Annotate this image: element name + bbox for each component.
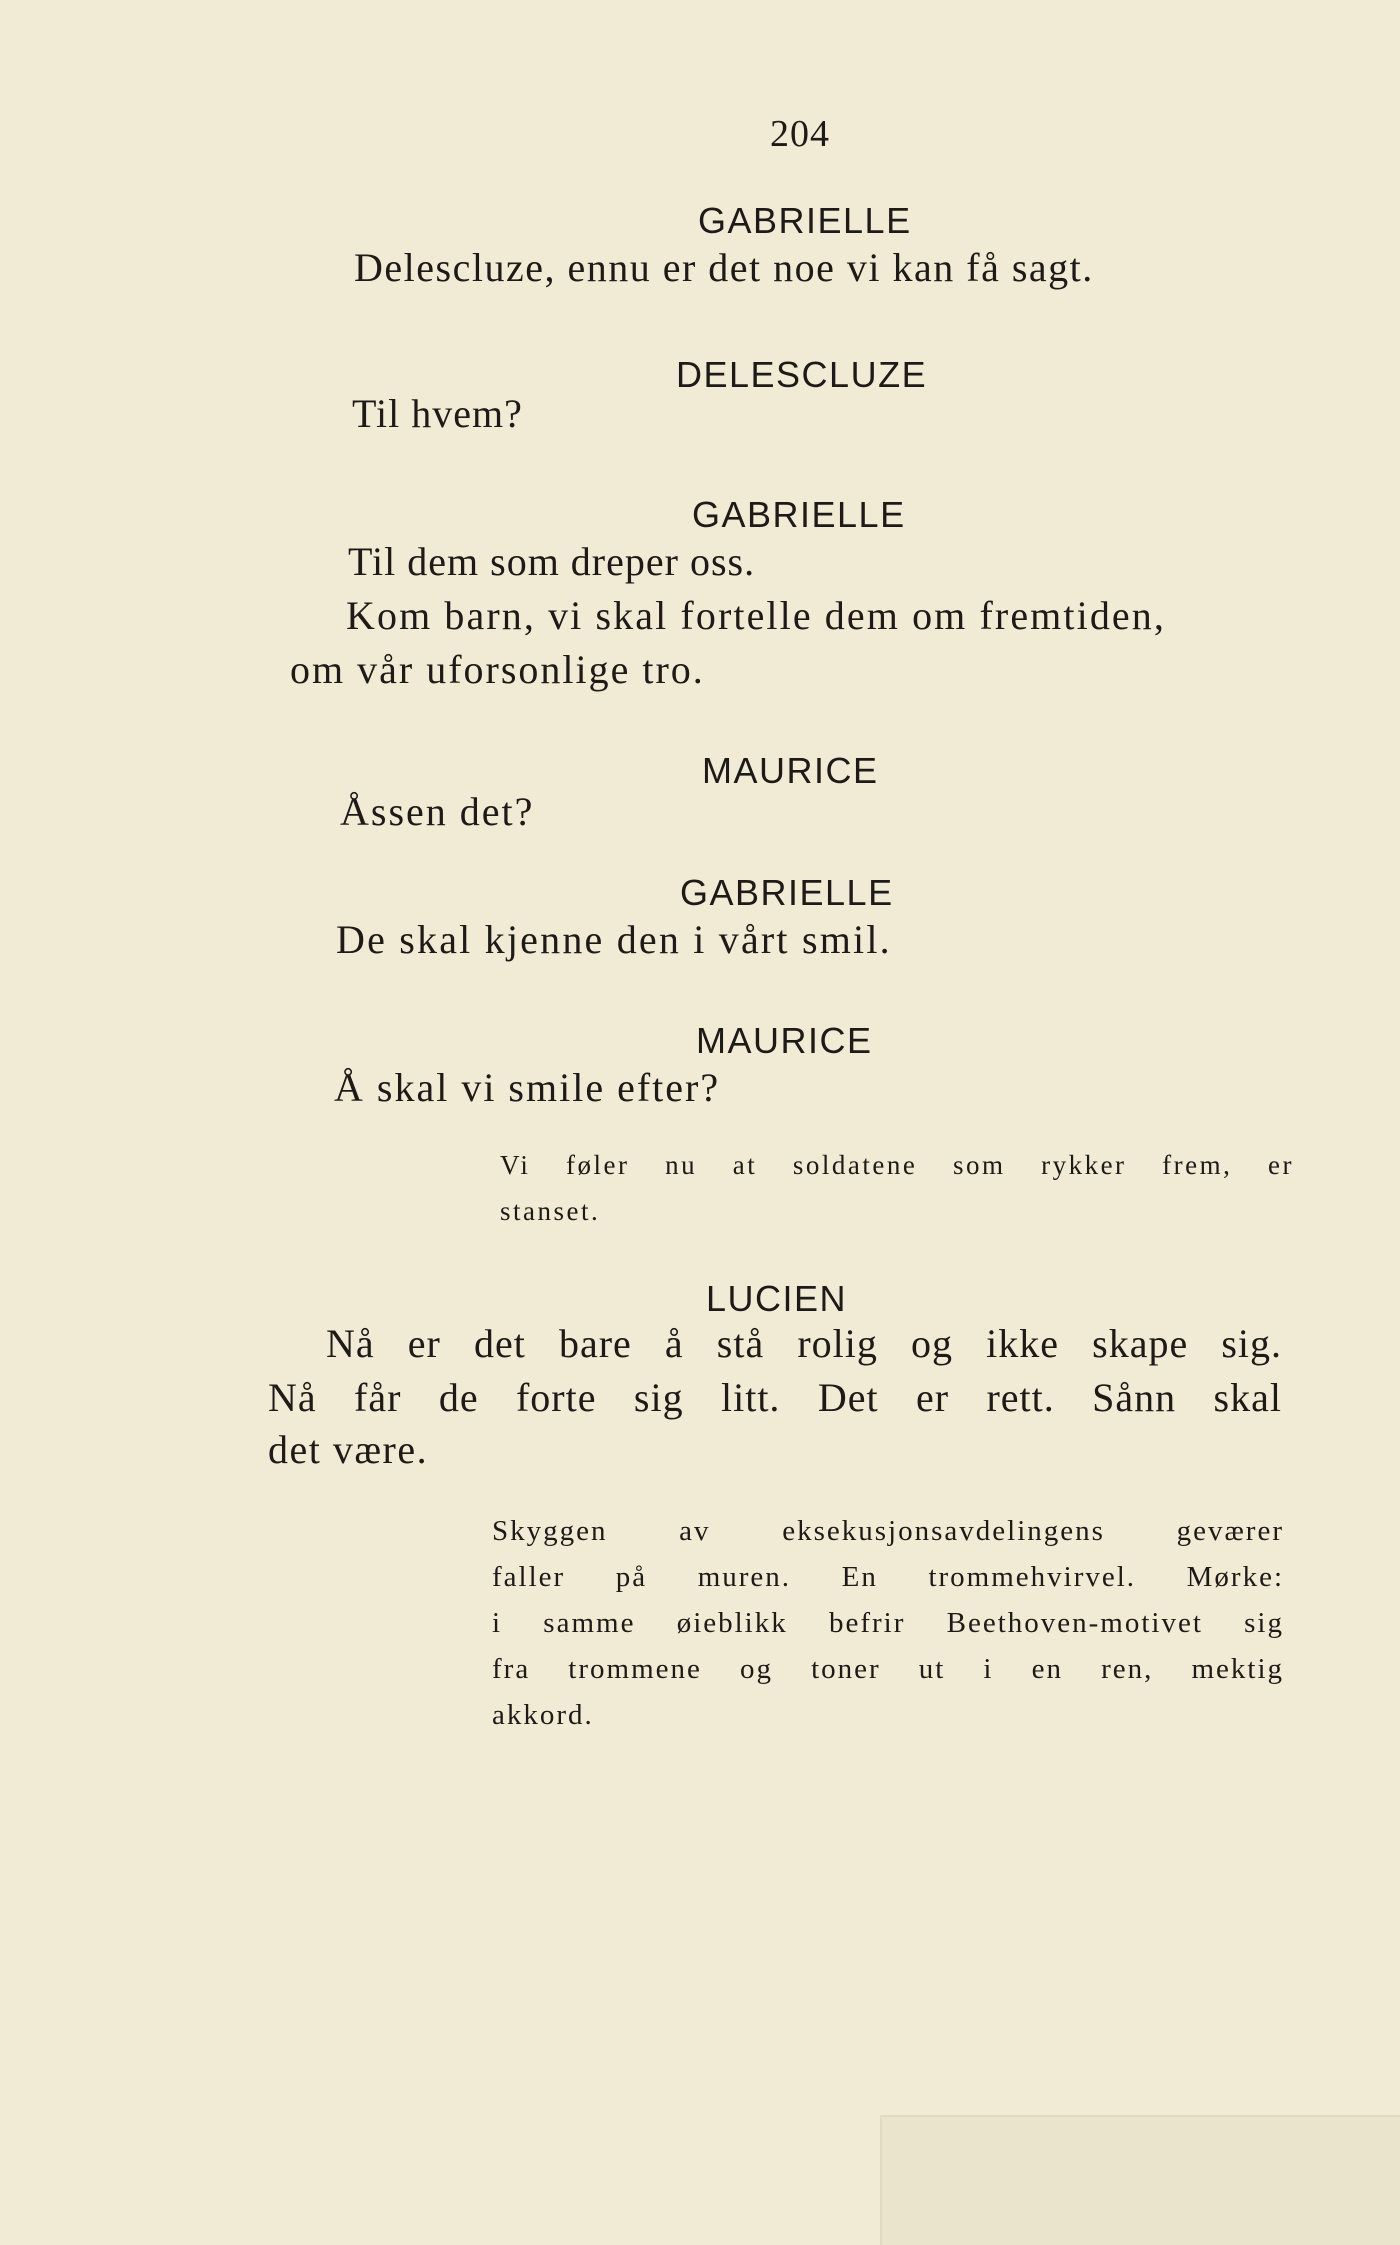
- dialogue-line: om vår uforsonlige tro.: [290, 647, 705, 692]
- speaker-name: GABRIELLE: [692, 494, 906, 535]
- stage-direction-line: i samme øieblikk befrir Beethoven-motivet sig: [492, 1607, 1284, 1639]
- dialogue-line: Til dem som dreper oss.: [348, 539, 756, 584]
- stage-direction: [500, 1188, 600, 1234]
- dialogue-line: Åssen det?: [340, 789, 535, 834]
- dialogue-line: Kom barn, vi skal fortelle dem om fremtiden,: [346, 593, 1166, 638]
- paper-discoloration: [880, 2115, 1400, 2245]
- page-number: 204: [770, 113, 830, 155]
- stage-direction-line: Vi føler nu at soldatene som rykker frem, er: [500, 1150, 1294, 1180]
- speaker-name: LUCIEN: [706, 1278, 848, 1319]
- dialogue-line: [326, 1320, 1282, 1367]
- speaker-name: GABRIELLE: [680, 872, 894, 913]
- stage-direction-line: faller på muren. En trommehvirvel. Mørke:: [492, 1561, 1284, 1593]
- stage-direction: [500, 1142, 1294, 1188]
- stage-direction-line: Skyggen av eksekusjonsavdelingens geværer: [492, 1515, 1284, 1547]
- dialogue-line: Delescluze, ennu er det noe vi kan få sagt.: [354, 245, 1094, 290]
- dialogue-line: [268, 1374, 1282, 1421]
- stage-direction-line: akkord.: [492, 1699, 594, 1731]
- speaker-name: MAURICE: [702, 750, 879, 791]
- speaker-name: MAURICE: [696, 1020, 873, 1061]
- speaker-name: DELESCLUZE: [676, 354, 928, 395]
- speaker-name: GABRIELLE: [698, 200, 912, 241]
- stage-direction-line: fra trommene og toner ut i en ren, mektig: [492, 1653, 1284, 1685]
- stage-direction-line: stanset.: [500, 1196, 601, 1226]
- dialogue-line: De skal kjenne den i vårt smil.: [336, 917, 892, 962]
- stage-direction: [492, 1508, 1284, 1738]
- dialogue-line: Til hvem?: [352, 391, 523, 436]
- dialogue-line: det være.: [268, 1427, 429, 1472]
- dialogue-line: Å skal vi smile efter?: [334, 1065, 721, 1110]
- dialogue-line-text: Nå får de forte sig litt. Det er rett. Sånn skal: [268, 1375, 1282, 1420]
- dialogue-line-text: Nå er det bare å stå rolig og ikke skape sig.: [326, 1321, 1282, 1366]
